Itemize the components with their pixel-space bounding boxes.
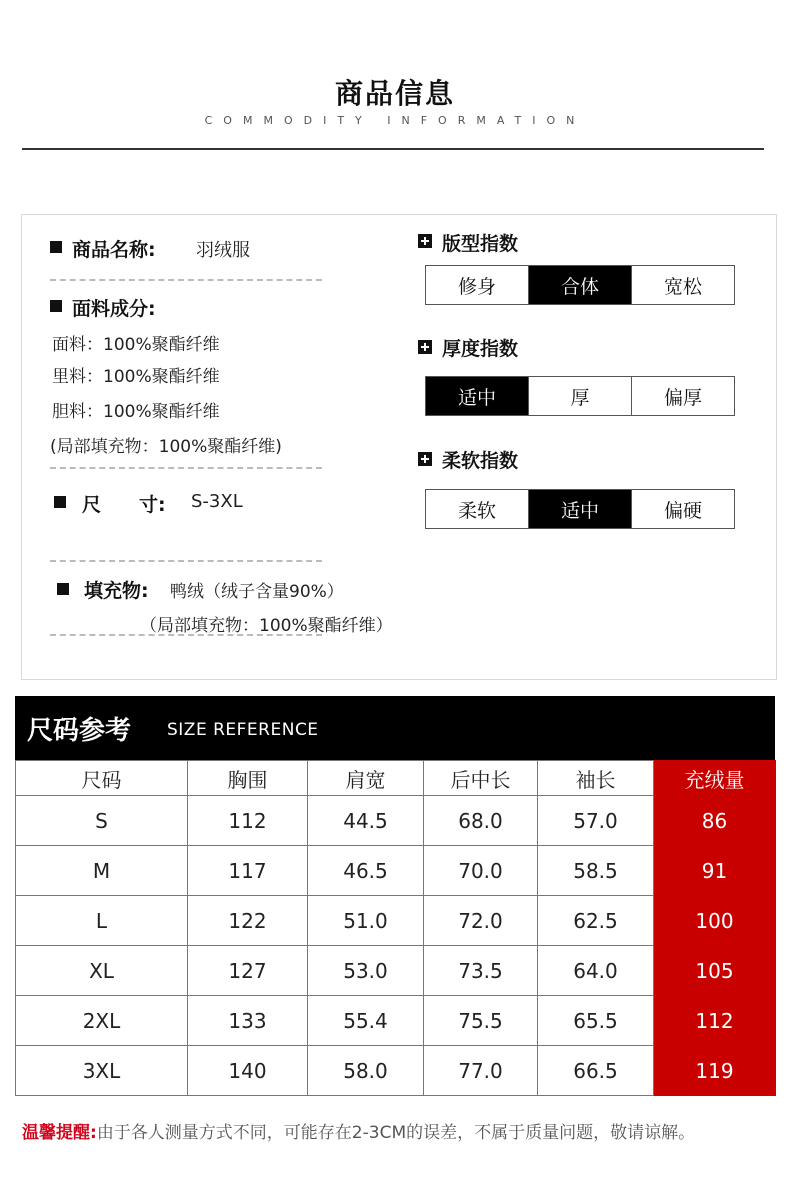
down-fill-cell: 119 — [654, 1046, 776, 1096]
table-cell: 133 — [188, 996, 308, 1046]
bullet-square-icon — [54, 496, 66, 508]
fabric-line: 胆料：100%聚酯纤维 — [52, 402, 220, 422]
thickness-option: 厚 — [529, 377, 632, 415]
table-cell: 51.0 — [308, 896, 424, 946]
product-name-value: 羽绒服 — [196, 240, 250, 261]
size-reference-banner — [15, 696, 775, 760]
column-header: 肩宽 — [308, 761, 424, 796]
table-cell: 77.0 — [424, 1046, 538, 1096]
table-cell: 75.5 — [424, 996, 538, 1046]
column-header: 尺码 — [16, 761, 188, 796]
table-row — [16, 796, 776, 846]
fill-label: 填充物: — [84, 580, 149, 602]
softness-option-selected: 适中 — [529, 490, 632, 528]
size-label: 尺 寸: — [82, 494, 166, 516]
fabric-line: 里料：100%聚酯纤维 — [52, 367, 220, 387]
fabric-line: (局部填充物：100%聚酯纤维) — [50, 437, 282, 457]
reminder-note — [22, 1118, 695, 1143]
dashed-divider — [50, 560, 322, 562]
table-cell: 140 — [188, 1046, 308, 1096]
dashed-divider — [50, 634, 322, 636]
table-cell: 122 — [188, 896, 308, 946]
fit-index-title: 版型指数 — [442, 233, 519, 255]
softness-index-title: 柔软指数 — [442, 450, 519, 472]
table-row — [16, 946, 776, 996]
section-subtitle: COMMODITY INFORMATION — [204, 114, 586, 127]
fit-option: 宽松 — [663, 275, 702, 298]
dashed-divider — [50, 467, 322, 469]
table-cell: 117 — [188, 846, 308, 896]
table-cell: 57.0 — [538, 796, 654, 846]
fit-option-selected: 合体 — [529, 266, 632, 304]
table-cell: 66.5 — [538, 1046, 654, 1096]
down-fill-cell: 86 — [654, 796, 776, 846]
table-cell: 53.0 — [308, 946, 424, 996]
table-cell: 44.5 — [308, 796, 424, 846]
table-cell: 64.0 — [538, 946, 654, 996]
table-cell: S — [16, 796, 188, 846]
table-cell: 55.4 — [308, 996, 424, 1046]
table-cell: 112 — [188, 796, 308, 846]
table-header-row — [16, 761, 776, 796]
bullet-square-icon — [50, 241, 62, 253]
table-cell: 73.5 — [424, 946, 538, 996]
table-row — [16, 846, 776, 896]
fill-sub: （局部填充物：100%聚酯纤维） — [140, 616, 393, 636]
fit-index-scale — [425, 265, 735, 305]
fit-option: 修身 — [426, 266, 529, 304]
down-fill-cell: 112 — [654, 996, 776, 1046]
plus-box-icon — [418, 340, 432, 354]
thickness-option: 偏厚 — [663, 386, 702, 409]
table-cell: 65.5 — [538, 996, 654, 1046]
section-title: 商品信息 — [334, 77, 455, 110]
table-cell: 58.5 — [538, 846, 654, 896]
down-fill-cell: 105 — [654, 946, 776, 996]
fill-value: 鸭绒（绒子含量90%） — [170, 582, 344, 602]
table-row — [16, 1046, 776, 1096]
dashed-divider — [50, 279, 322, 281]
table-cell: 46.5 — [308, 846, 424, 896]
table-cell: XL — [16, 946, 188, 996]
header-divider — [22, 148, 764, 150]
table-cell: 68.0 — [424, 796, 538, 846]
table-cell: M — [16, 846, 188, 896]
bullet-square-icon — [50, 300, 62, 312]
table-row — [16, 896, 776, 946]
thickness-option-selected: 适中 — [426, 377, 529, 415]
plus-box-icon — [418, 234, 432, 248]
thickness-index-title: 厚度指数 — [442, 338, 519, 360]
fabric-line: 面料：100%聚酯纤维 — [52, 335, 220, 355]
column-header-down-fill: 充绒量 — [654, 761, 776, 796]
softness-option: 柔软 — [426, 490, 529, 528]
softness-index-scale — [425, 489, 735, 529]
table-cell: 3XL — [16, 1046, 188, 1096]
plus-box-icon — [418, 452, 432, 466]
table-cell: 58.0 — [308, 1046, 424, 1096]
size-table — [15, 760, 776, 1096]
down-fill-cell: 91 — [654, 846, 776, 896]
reminder-text: 由于各人测量方式不同，可能存在2-3CM的误差，不属于质量问题，敬请谅解。 — [96, 1123, 696, 1143]
fabric-label: 面料成分: — [72, 298, 156, 320]
table-cell: 70.0 — [424, 846, 538, 896]
bullet-square-icon — [57, 583, 69, 595]
down-fill-cell: 100 — [654, 896, 776, 946]
reminder-label: 温馨提醒: — [22, 1123, 97, 1143]
table-row — [16, 996, 776, 1046]
thickness-index-scale — [425, 376, 735, 416]
column-header: 袖长 — [538, 761, 654, 796]
size-reference-subtitle: SIZE REFERENCE — [167, 720, 319, 740]
size-reference-title: 尺码参考 — [27, 716, 132, 746]
table-cell: 2XL — [16, 996, 188, 1046]
product-name-label: 商品名称: — [72, 239, 156, 261]
table-cell: 127 — [188, 946, 308, 996]
table-cell: L — [16, 896, 188, 946]
column-header: 后中长 — [424, 761, 538, 796]
softness-option: 偏硬 — [663, 499, 702, 522]
column-header: 胸围 — [188, 761, 308, 796]
table-cell: 62.5 — [538, 896, 654, 946]
table-cell: 72.0 — [424, 896, 538, 946]
size-value: S-3XL — [191, 491, 243, 512]
